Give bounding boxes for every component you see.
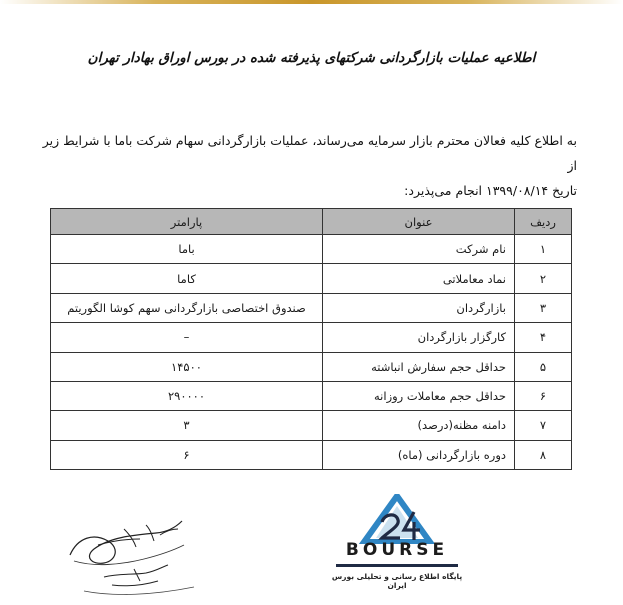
row-title: دامنه مظنه(درصد) (323, 411, 515, 440)
row-title: حداقل حجم معاملات روزانه (323, 381, 515, 410)
table-row (51, 411, 572, 440)
table-row (51, 381, 572, 410)
row-param: صندوق اختصاصی بازارگردانی سهم کوشا الگوریتم (51, 293, 323, 322)
row-index: ۷ (515, 411, 572, 440)
table-row (51, 352, 572, 381)
row-index: ۴ (515, 323, 572, 352)
bourse24-emblem-icon (322, 494, 472, 544)
row-title: بازارگردان (323, 293, 515, 322)
table-row (51, 440, 572, 469)
intro-line-2: تاریخ ۱۳۹۹/۰۸/۱۴ انجام می‌پذیرد: (404, 183, 577, 198)
header-title: عنوان (323, 209, 515, 235)
page-title: اطلاعیه عملیات بازارگردانی شرکتهای پذیرفته شده در بورس اوراق بهادار تهران (87, 50, 536, 66)
row-title: کارگزار بازارگردان (323, 323, 515, 352)
row-title: نام شرکت (323, 235, 515, 264)
row-title: دوره بازارگردانی (ماه) (323, 440, 515, 469)
row-param: ۶ (51, 440, 323, 469)
row-index: ۵ (515, 352, 572, 381)
gold-top-bar (0, 0, 623, 4)
parameters-table (50, 208, 572, 470)
row-param: ۲۹۰۰۰۰ (51, 381, 323, 410)
intro-line-1: به اطلاع کلیه فعالان محترم بازار سرمایه می‌رساند، عملیات بازارگردانی سهام شرکت باما با شرایط زیر از (42, 133, 577, 173)
intro-paragraph (37, 128, 577, 203)
table-header-row (51, 209, 572, 235)
handwritten-signature (64, 515, 219, 603)
row-param: باما (51, 235, 323, 264)
row-param: ۱۴۵۰۰ (51, 352, 323, 381)
table-row (51, 264, 572, 293)
header-param: پارامتر (51, 209, 323, 235)
row-param: ۳ (51, 411, 323, 440)
table-row (51, 323, 572, 352)
bourse-wordmark: BOURSE (345, 540, 449, 560)
row-index: ۶ (515, 381, 572, 410)
row-param: کاما (51, 264, 323, 293)
row-index: ۸ (515, 440, 572, 469)
wordmark-underline-icon (322, 561, 472, 571)
row-title: حداقل حجم سفارش انباشته (323, 352, 515, 381)
row-title: نماد معاملاتی (323, 264, 515, 293)
row-index: ۳ (515, 293, 572, 322)
bourse24-logo (322, 494, 472, 590)
row-index: ۱ (515, 235, 572, 264)
header-index: ردیف (515, 209, 572, 235)
table-row (51, 293, 572, 322)
logo-subtitle: پایگاه اطلاع رسانی و تحلیلی بورس ایران (331, 572, 463, 590)
row-index: ۲ (515, 264, 572, 293)
row-param: – (51, 323, 323, 352)
table-row (51, 235, 572, 264)
